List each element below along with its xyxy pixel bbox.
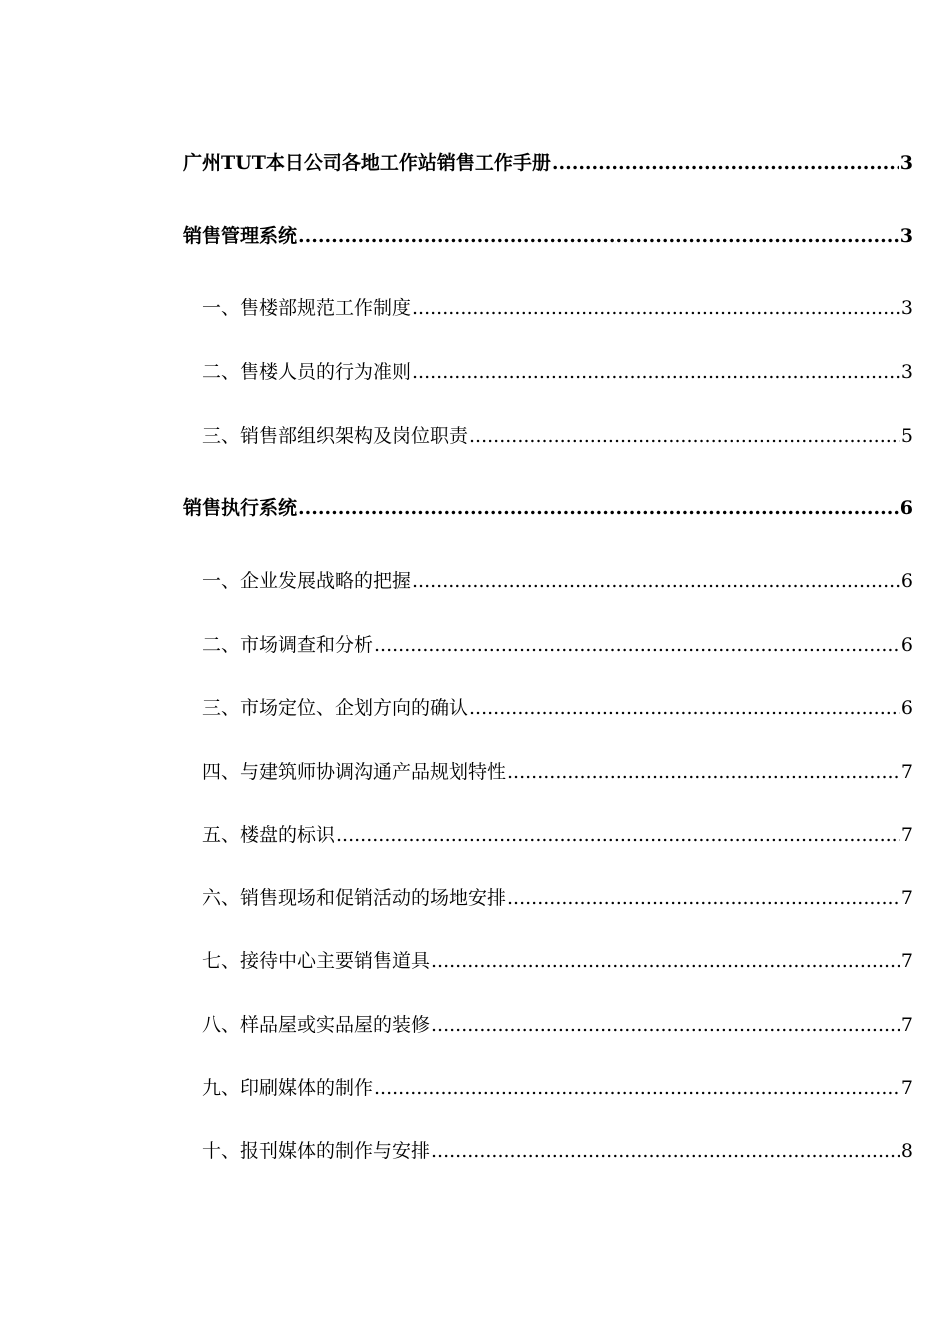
toc-entry-title: 十、报刊媒体的制作与安排 — [202, 1140, 431, 1162]
toc-entry-title: 三、销售部组织架构及岗位职责 — [202, 425, 469, 447]
toc-dot-leader — [298, 496, 899, 520]
toc-entry[interactable] — [183, 690, 913, 720]
toc-page-number: 3 — [900, 297, 913, 319]
toc-dot-leader — [469, 424, 900, 448]
toc-page-number: 5 — [900, 425, 913, 447]
toc-entry[interactable] — [183, 754, 913, 784]
toc-dot-leader — [507, 886, 900, 910]
toc-page-number: 6 — [899, 497, 913, 519]
toc-page-number: 3 — [900, 361, 913, 383]
toc-entry[interactable] — [183, 490, 913, 520]
toc-entry-title: 一、企业发展战略的把握 — [202, 570, 412, 592]
toc-entry[interactable] — [183, 218, 913, 248]
toc-dot-leader — [431, 1013, 900, 1037]
toc-entry[interactable] — [183, 354, 913, 384]
toc-dot-leader — [374, 1076, 900, 1100]
toc-dot-leader — [374, 633, 900, 657]
toc-entry[interactable] — [183, 563, 913, 593]
toc-entry-title: 四、与建筑师协调沟通产品规划特性 — [202, 761, 507, 783]
toc-entry-title: 五、楼盘的标识 — [202, 824, 336, 846]
toc-entry[interactable] — [183, 1133, 913, 1163]
toc-page-number: 7 — [900, 761, 913, 783]
toc-entry[interactable] — [183, 290, 913, 320]
toc-entry[interactable] — [183, 943, 913, 973]
toc-page-number: 7 — [900, 1014, 913, 1036]
toc-page-number: 7 — [900, 950, 913, 972]
toc-entry[interactable] — [183, 817, 913, 847]
toc-entry-title: 二、市场调查和分析 — [202, 634, 374, 656]
toc-page-number: 7 — [900, 1077, 913, 1099]
toc-dot-leader — [412, 360, 900, 384]
toc-page-number: 3 — [899, 225, 913, 247]
toc-entry-title: 销售管理系统 — [183, 225, 298, 247]
toc-entry-title: 八、样品屋或实品屋的装修 — [202, 1014, 431, 1036]
toc-dot-leader — [469, 696, 900, 720]
toc-entry[interactable] — [183, 880, 913, 910]
toc-entry-title: 二、售楼人员的行为准则 — [202, 361, 412, 383]
toc-entry-title: 六、销售现场和促销活动的场地安排 — [202, 887, 507, 909]
toc-page-number: 6 — [900, 634, 913, 656]
toc-dot-leader — [412, 296, 900, 320]
toc-dot-leader — [412, 569, 900, 593]
toc-entry[interactable] — [183, 145, 913, 175]
toc-entry-title: 一、售楼部规范工作制度 — [202, 297, 412, 319]
toc-entry-title: 销售执行系统 — [183, 497, 298, 519]
toc-dot-leader — [298, 224, 899, 248]
toc-entry[interactable] — [183, 1070, 913, 1100]
toc-dot-leader — [552, 151, 899, 175]
toc-page-number: 8 — [900, 1140, 913, 1162]
toc-page-number: 6 — [900, 570, 913, 592]
toc-entry-title: 广州TUT本日公司各地工作站销售工作手册 — [183, 152, 551, 174]
toc-dot-leader — [336, 823, 900, 847]
toc-entry-title: 七、接待中心主要销售道具 — [202, 950, 431, 972]
toc-dot-leader — [507, 760, 900, 784]
toc-entry[interactable] — [183, 627, 913, 657]
toc-page-number: 3 — [899, 152, 913, 174]
toc-page-number: 7 — [900, 824, 913, 846]
toc-page-number: 6 — [900, 697, 913, 719]
toc-entry[interactable] — [183, 1007, 913, 1037]
toc-dot-leader — [431, 949, 900, 973]
toc-dot-leader — [431, 1139, 900, 1163]
toc-entry-title: 九、印刷媒体的制作 — [202, 1077, 374, 1099]
toc-page-number: 7 — [900, 887, 913, 909]
toc-entry[interactable] — [183, 418, 913, 448]
toc-entry-title: 三、市场定位、企划方向的确认 — [202, 697, 469, 719]
